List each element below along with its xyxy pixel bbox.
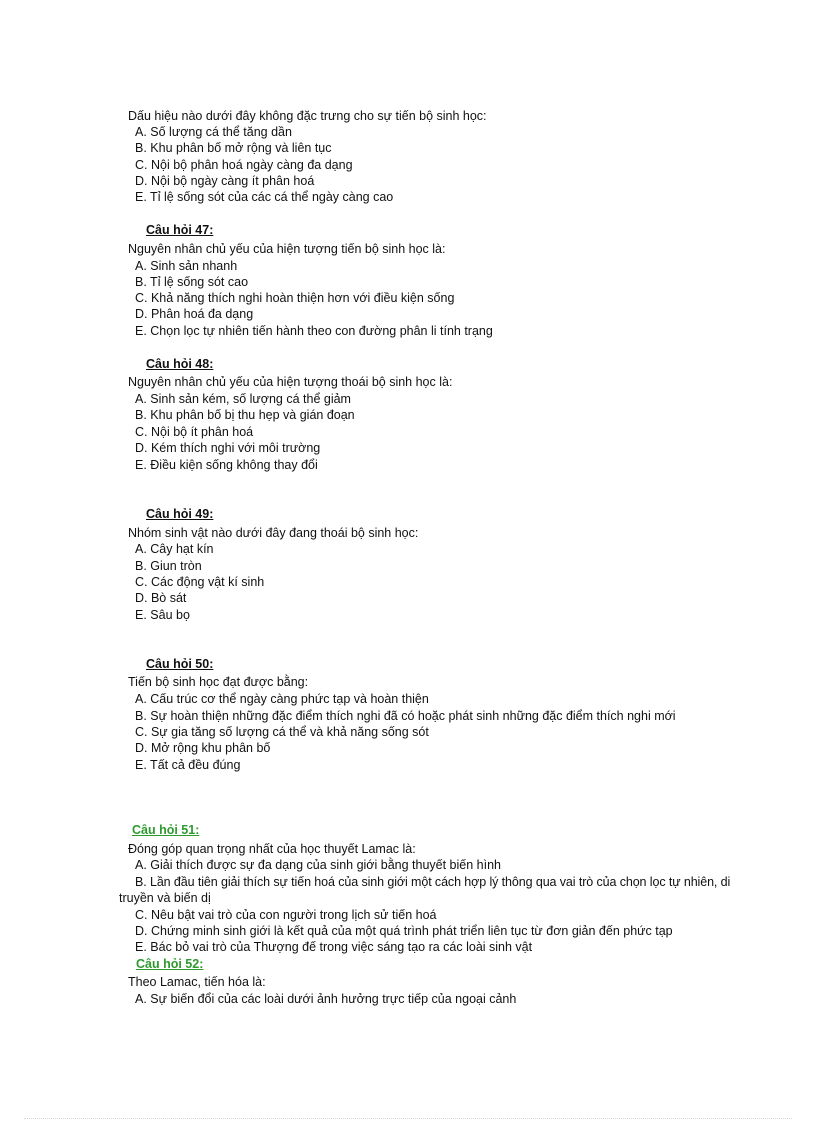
q46-option-a: A. Số lượng cá thể tăng dần bbox=[135, 125, 292, 139]
q51-heading: Câu hỏi 51: bbox=[132, 823, 200, 837]
q46-option-e: E. Tỉ lệ sống sót của các cá thể ngày càng cao bbox=[135, 190, 394, 204]
q50-option-d: D. Mở rộng khu phân bố bbox=[135, 741, 271, 755]
q50-option-b: B. Sự hoàn thiện những đặc điểm thích nghi đã có hoặc phát sinh những đặc điểm thích nghi mới bbox=[135, 709, 676, 723]
q51-option-c: C. Nêu bật vai trò của con người trong lịch sử tiến hoá bbox=[135, 908, 437, 922]
q47-option-d: D. Phân hoá đa dạng bbox=[135, 307, 254, 321]
q51-option-d: D. Chứng minh sinh giới là kết quả của một quá trình phát triển liên tục từ đơn giản đến phức tạp bbox=[135, 924, 673, 938]
q50-option-a: A. Cấu trúc cơ thể ngày càng phức tạp và hoàn thiện bbox=[135, 692, 429, 706]
q51-option-b: B. Lần đầu tiên giải thích sự tiến hoá của sinh giới một cách hợp lý thông qua vai trò của chọn lọc tự nhiên, di bbox=[135, 875, 731, 889]
q50-heading: Câu hỏi 50: bbox=[146, 657, 214, 671]
q49-option-c: C. Các động vật kí sinh bbox=[135, 575, 265, 589]
q46-stem: Dấu hiệu nào dưới đây không đặc trưng cho sự tiến bộ sinh học: bbox=[128, 109, 487, 123]
q46-option-b: B. Khu phân bố mở rộng và liên tục bbox=[135, 141, 332, 155]
q49-heading: Câu hỏi 49: bbox=[146, 507, 214, 521]
q50-stem: Tiến bộ sinh học đạt được bằng: bbox=[128, 675, 309, 689]
q51-stem: Đóng góp quan trọng nhất của học thuyết Lamac là: bbox=[128, 842, 416, 856]
q49-option-d: D. Bò sát bbox=[135, 591, 187, 605]
q48-heading: Câu hỏi 48: bbox=[146, 357, 214, 371]
q48-option-e: E. Điều kiện sống không thay đổi bbox=[135, 458, 318, 472]
q50-option-c: C. Sự gia tăng số lượng cá thể và khả năng sống sót bbox=[135, 725, 429, 739]
q49-stem: Nhóm sinh vật nào dưới đây đang thoái bộ sinh học: bbox=[128, 526, 419, 540]
page-bottom-divider bbox=[24, 1118, 792, 1119]
q48-option-c: C. Nội bộ ít phân hoá bbox=[135, 425, 254, 439]
q47-heading: Câu hỏi 47: bbox=[146, 223, 214, 237]
q50-option-e: E. Tất cả đều đúng bbox=[135, 758, 241, 772]
q48-option-d: D. Kém thích nghi với môi trường bbox=[135, 441, 321, 455]
q51-option-e: E. Bác bỏ vai trò của Thượng đế trong việc sáng tạo ra các loài sinh vật bbox=[135, 940, 533, 954]
q46-option-d: D. Nội bộ ngày càng ít phân hoá bbox=[135, 174, 315, 188]
q47-stem: Nguyên nhân chủ yếu của hiện tượng tiến bộ sinh học là: bbox=[128, 242, 446, 256]
q47-option-e: E. Chọn lọc tự nhiên tiến hành theo con đường phân li tính trạng bbox=[135, 324, 493, 338]
q46-option-c: C. Nội bộ phân hoá ngày càng đa dạng bbox=[135, 158, 353, 172]
q52-option-a: A. Sự biến đổi của các loài dưới ảnh hưởng trực tiếp của ngoại cảnh bbox=[135, 992, 517, 1006]
q49-option-e: E. Sâu bọ bbox=[135, 608, 190, 622]
q47-option-b: B. Tỉ lệ sống sót cao bbox=[135, 275, 249, 289]
q48-option-a: A. Sinh sản kém, số lượng cá thể giảm bbox=[135, 392, 351, 406]
q51-option-b-continued: truyền và biến dị bbox=[119, 891, 211, 905]
q49-option-b: B. Giun tròn bbox=[135, 559, 202, 573]
q47-option-c: C. Khả năng thích nghi hoàn thiện hơn với điều kiện sống bbox=[135, 291, 455, 305]
q52-stem: Theo Lamac, tiến hóa là: bbox=[128, 975, 266, 989]
q49-option-a: A. Cây hạt kín bbox=[135, 542, 214, 556]
q51-option-a: A. Giải thích được sự đa dạng của sinh giới bằng thuyết biến hình bbox=[135, 858, 501, 872]
q48-stem: Nguyên nhân chủ yếu của hiện tượng thoái bộ sinh học là: bbox=[128, 375, 453, 389]
q47-option-a: A. Sinh sản nhanh bbox=[135, 259, 238, 273]
q52-heading: Câu hỏi 52: bbox=[136, 957, 204, 971]
q48-option-b: B. Khu phân bố bị thu hẹp và gián đoạn bbox=[135, 408, 355, 422]
